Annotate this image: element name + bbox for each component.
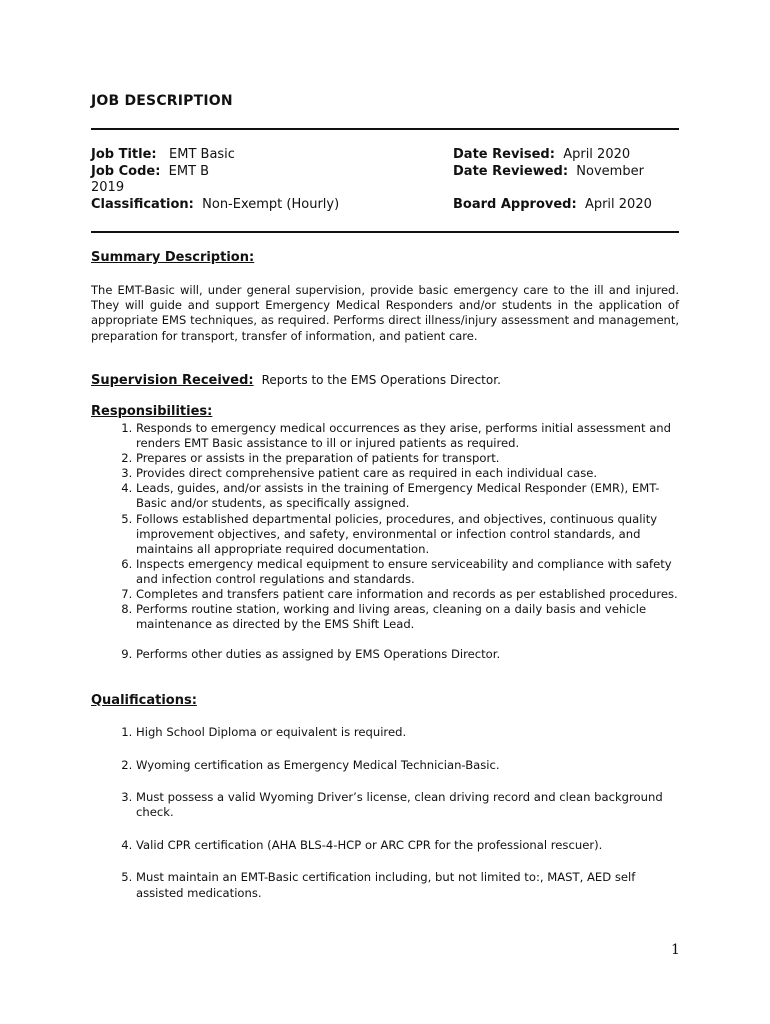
meta-spacer	[453, 180, 679, 197]
board-approved-value: April 2020	[584, 196, 652, 212]
supervision-row	[91, 373, 679, 388]
job-code-label: Job Code:	[91, 163, 161, 179]
list-item: 1. High School Diploma or equivalent is required.	[136, 725, 681, 740]
classification-value: Non-Exempt (Hourly)	[202, 196, 340, 212]
list-item: 6. Inspects emergency medical equipment to ensure serviceability and compliance with safety and infection control regulations and standards.	[136, 557, 681, 587]
list-item: 3. Must possess a valid Wyoming Driver’s license, clean driving record and clean background check.	[136, 790, 681, 820]
list-item: 8. Performs routine station, working and living areas, cleaning on a daily basis and vehicle maintenance as directed by the EMS Shift Lead.	[136, 602, 681, 632]
list-item: 2. Prepares or assists in the preparation of patients for transport.	[136, 451, 681, 466]
qualifications-list	[91, 725, 681, 918]
job-code-value: EMT B	[168, 163, 210, 179]
job-meta-right	[453, 147, 679, 213]
list-item: 2. Wyoming certification as Emergency Medical Technician-Basic.	[136, 758, 681, 773]
job-code-row	[91, 164, 431, 181]
date-reviewed-label: Date Reviewed:	[453, 163, 569, 179]
classification-label: Classification:	[91, 196, 194, 212]
supervision-value: Reports to the EMS Operations Director.	[261, 373, 501, 387]
header-rule-bottom	[91, 231, 679, 233]
job-code-wrap: 2019	[91, 180, 125, 195]
list-item: 5. Must maintain an EMT-Basic certification including, but not limited to:, MAST, AED self assisted medications.	[136, 870, 681, 900]
list-item: 7. Completes and transfers patient care information and records as per established procedures.	[136, 587, 681, 602]
job-meta-left	[91, 147, 431, 213]
date-revised-value: April 2020	[563, 147, 631, 162]
supervision-label: Supervision Received:	[91, 373, 254, 388]
responsibilities-list	[91, 421, 681, 662]
page-number: 1	[671, 942, 680, 958]
summary-heading: Summary Description:	[91, 250, 255, 265]
job-title-row	[91, 147, 431, 164]
list-item: 4. Valid CPR certification (AHA BLS-4-HCP or ARC CPR for the professional rescuer).	[136, 838, 681, 853]
job-title-label: Job Title:	[91, 147, 157, 162]
board-approved-row	[453, 197, 679, 214]
header-rule-top	[91, 128, 679, 130]
date-reviewed-row	[453, 164, 679, 181]
date-revised-row	[453, 147, 679, 164]
board-approved-label: Board Approved:	[453, 196, 577, 212]
list-item: 3. Provides direct comprehensive patient care as required in each individual case.	[136, 466, 681, 481]
list-item: 5. Follows established departmental policies, procedures, and objectives, continuous quality improvement objectives, and safety, environmental or infection control standards, and maintains all appropriate required documentation.	[136, 512, 681, 557]
job-title-value: EMT Basic	[169, 147, 235, 162]
list-item: 9. Performs other duties as assigned by EMS Operations Director.	[136, 647, 681, 662]
classification-row	[91, 197, 431, 214]
list-item: 4. Leads, guides, and/or assists in the training of Emergency Medical Responder (EMR), EMT-Basic and/or students, as specifically assigned.	[136, 481, 681, 511]
date-revised-label: Date Revised:	[453, 147, 555, 162]
date-reviewed-value: November	[576, 163, 644, 179]
qualifications-heading: Qualifications:	[91, 693, 197, 708]
summary-text: The EMT-Basic will, under general supervision, provide basic emergency care to the ill and injured. They will guide and support Emergency Medical Responders and/or students in the application of appropriate EMS techniques, as required. Performs direct illness/injury assessment and management, preparation for transport, transfer of information, and patient care.	[91, 283, 679, 343]
responsibilities-heading: Responsibilities:	[91, 404, 213, 419]
list-item: 1. Responds to emergency medical occurrences as they arise, performs initial assessment and renders EMT Basic assistance to ill or injured patients as required.	[136, 421, 681, 451]
document-page	[91, 0, 679, 1024]
document-title: JOB DESCRIPTION	[91, 93, 233, 109]
